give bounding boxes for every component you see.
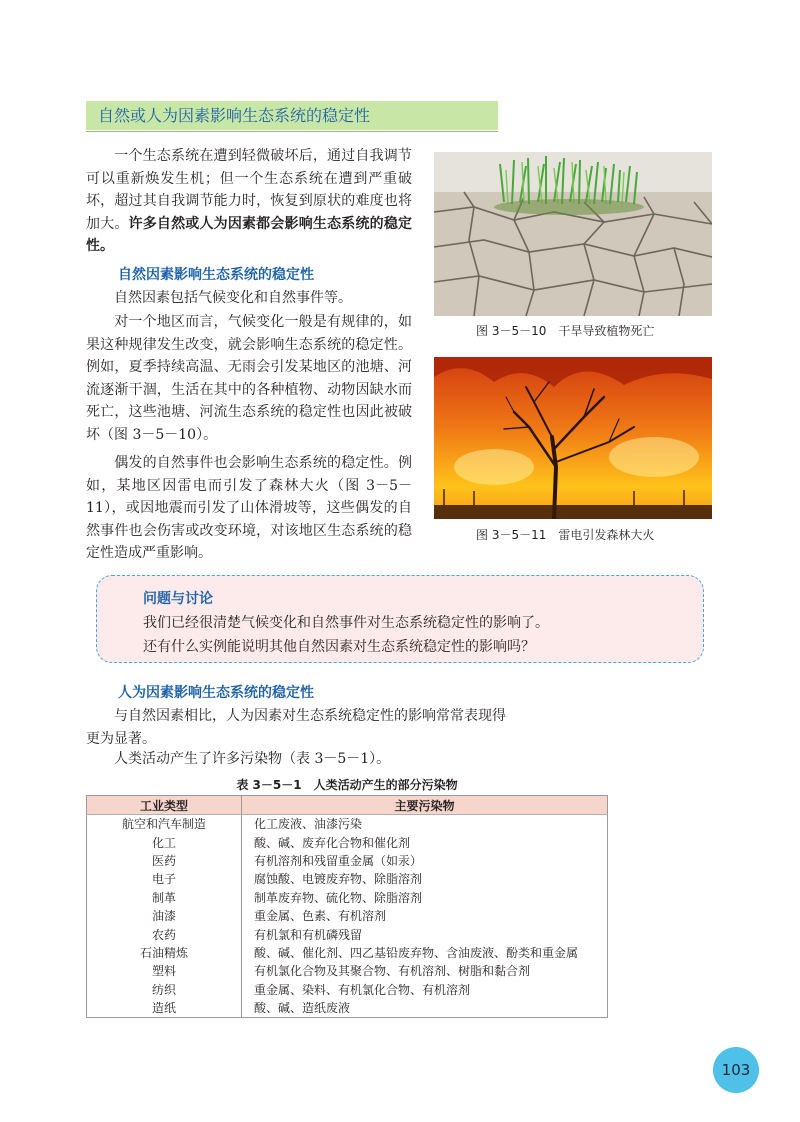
table-row xyxy=(87,981,608,999)
human-factors-heading: 人为因素影响生态系统的稳定性 xyxy=(118,685,314,701)
natural-factors-heading: 自然因素影响生态系统的稳定性 xyxy=(118,267,314,283)
table-row xyxy=(87,944,608,962)
intro-paragraph xyxy=(86,145,412,258)
page-number: 103 xyxy=(713,1047,759,1093)
industry-cell: 农药 xyxy=(87,925,242,943)
discussion-question-1: 我们已经很清楚气候变化和自然事件对生态系统稳定性的影响了。 xyxy=(143,615,549,631)
industry-cell: 航空和汽车制造 xyxy=(87,815,242,834)
natural-p3-text: 偶发的自然事件也会影响生态系统的稳定性。例如，某地区因雷电而引发了森林大火（图 3－5－11），或因地震而引发了山体滑坡等，这些偶发的自然事件也会伤害或改变环境，对该地区生态系统的稳定性造成严重影响。 xyxy=(86,455,412,561)
natural-p1-text: 自然因素包括气候变化和自然事件等。 xyxy=(114,290,352,306)
pollutant-cell: 有机氯和有机磷残留 xyxy=(254,927,363,942)
table-header-industry: 工业类型 xyxy=(87,796,242,815)
table-row xyxy=(87,889,608,907)
table-title: 表 3－5－1 人类活动产生的部分污染物 xyxy=(236,778,458,792)
industry-cell: 塑料 xyxy=(87,962,242,980)
human-paragraph-2 xyxy=(86,748,506,771)
table-row xyxy=(87,852,608,870)
natural-paragraph-3 xyxy=(86,452,412,565)
table-row xyxy=(87,999,608,1018)
industry-cell: 制革 xyxy=(87,889,242,907)
natural-paragraph-1 xyxy=(86,287,412,310)
discussion-question-2: 还有什么实例能说明其他自然因素对生态系统稳定性的影响吗？ xyxy=(143,639,535,655)
forest-fire-photo xyxy=(434,357,712,519)
human-p2-text: 人类活动产生了许多污染物（表 3－5－1）。 xyxy=(114,751,391,767)
industry-cell: 纺织 xyxy=(87,981,242,999)
pollutant-cell: 制革废弃物、硫化物、除脂溶剂 xyxy=(254,890,423,905)
industry-cell: 石油精炼 xyxy=(87,944,242,962)
figure-caption-drought: 图 3－5－10 干旱导致植物死亡 xyxy=(476,324,655,338)
industry-cell: 化工 xyxy=(87,833,242,851)
table-row xyxy=(87,833,608,851)
table-row xyxy=(87,815,608,834)
table-header-row xyxy=(87,796,608,815)
industry-cell: 医药 xyxy=(87,852,242,870)
table-row xyxy=(87,925,608,943)
pollutant-cell: 酸、碱、催化剂、四乙基铅废弃物、含油废液、酚类和重金属 xyxy=(254,945,579,960)
section-title: 自然或人为因素影响生态系统的稳定性 xyxy=(86,101,498,130)
industry-cell: 电子 xyxy=(87,870,242,888)
discussion-title: 问题与讨论 xyxy=(143,591,213,607)
intro-text: 一个生态系统在遭到轻微破坏后，通过自我调节可以重新焕发生机；但一个生态系统在遭到严重破坏，超过其自我调节能力时，恢复到原状的难度也将加大。 xyxy=(86,148,412,232)
drought-photo xyxy=(434,152,712,316)
pollutant-cell: 有机氯化合物及其聚合物、有机溶剂、树脂和黏合剂 xyxy=(254,964,531,979)
intro-bold-text: 许多自然或人为因素都会影响生态系统的稳定性。 xyxy=(86,215,413,254)
human-p1-text: 与自然因素相比，人为因素对生态系统稳定性的影响常常表现得更为显著。 xyxy=(86,708,506,747)
pollutant-cell: 化工废液、油漆污染 xyxy=(254,817,363,832)
figure-caption-fire: 图 3－5－11 雷电引发森林大火 xyxy=(476,528,655,542)
pollutants-table xyxy=(86,795,608,1018)
table-row xyxy=(87,870,608,888)
human-paragraph-1 xyxy=(86,705,506,750)
discussion-box xyxy=(96,575,704,663)
pollutant-cell: 酸、碱、造纸废液 xyxy=(254,1001,351,1016)
table-header-pollutants: 主要污染物 xyxy=(242,796,608,815)
pollutant-cell: 有机溶剂和残留重金属（如汞） xyxy=(254,853,423,868)
pollutant-cell: 腐蚀酸、电镀废弃物、除脂溶剂 xyxy=(254,872,423,887)
natural-paragraph-2 xyxy=(86,311,412,446)
pollutant-cell: 酸、碱、废弃化合物和催化剂 xyxy=(254,835,411,850)
table-row xyxy=(87,962,608,980)
industry-cell: 造纸 xyxy=(87,999,242,1018)
natural-p2-text: 对一个地区而言，气候变化一般是有规律的，如果这种规律发生改变，就会影响生态系统的稳定性。例如，夏季持续高温、无雨会引发某地区的池塘、河流逐渐干涸，生活在其中的各种植物、动物因缺水而死亡，这些池塘、河流生态系统的稳定性也因此被破坏（图 3－5－10）。 xyxy=(86,314,412,443)
industry-cell: 油漆 xyxy=(87,907,242,925)
table-row xyxy=(87,907,608,925)
section-divider xyxy=(86,131,498,132)
pollutant-cell: 重金属、染料、有机氯化合物、有机溶剂 xyxy=(254,982,471,997)
pollutant-cell: 重金属、色素、有机溶剂 xyxy=(254,909,387,924)
